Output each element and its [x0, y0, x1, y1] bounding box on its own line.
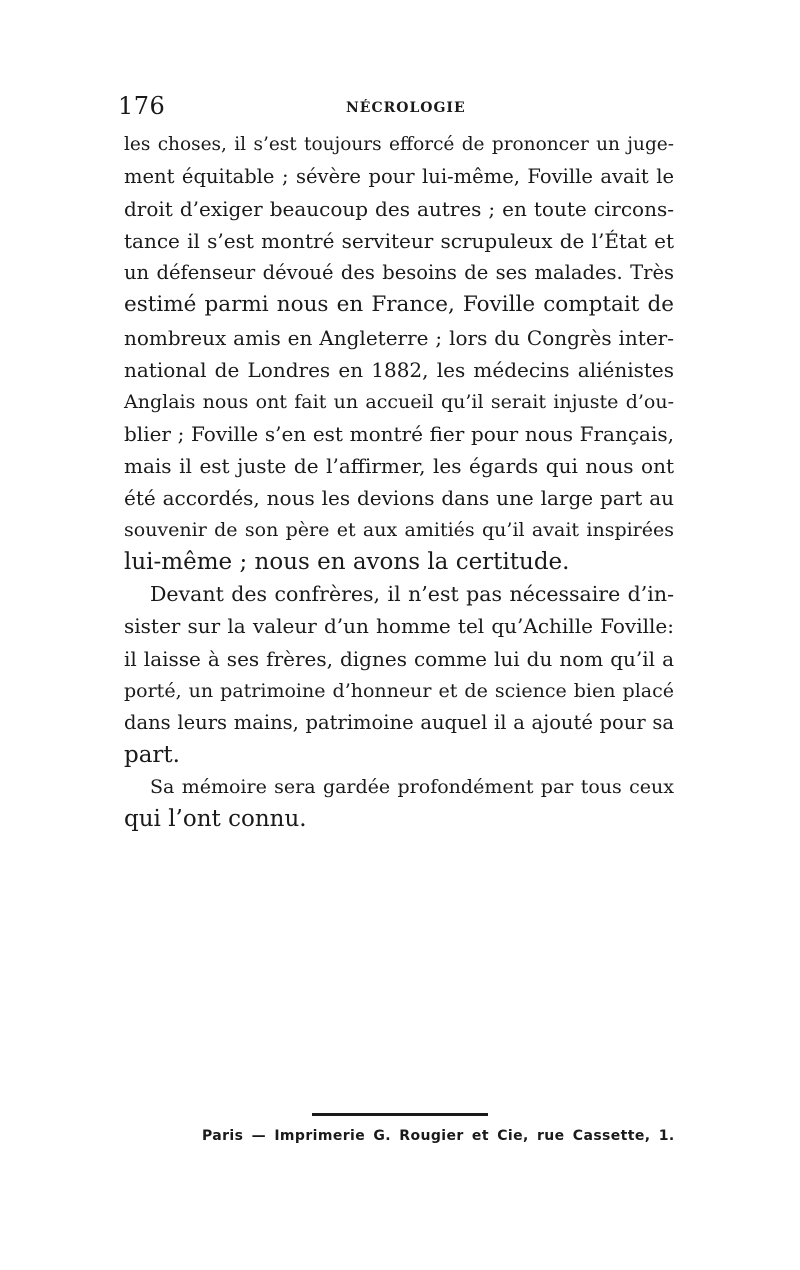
text-line: Anglais nous ont fait un accueil qu’il serait injuste d’ou- [124, 390, 674, 413]
text-line: blier ; Foville s’en est montré fier pour nous Français, [124, 421, 674, 446]
text-line: national de Londres en 1882, les médecins aliénistes [124, 357, 674, 382]
text-line: ment équitable ; sévère pour lui-même, Foville avait le [124, 165, 674, 189]
text-line: mais il est juste de l’affirmer, les égards qui nous ont [124, 453, 674, 478]
footer-rule [312, 1113, 488, 1116]
printer-imprint: Paris — Imprimerie G. Rougier et Cie, rue Cassette, 1. [202, 1128, 675, 1144]
text-line: il laisse à ses frères, dignes comme lui du nom qu’il a [124, 646, 674, 671]
paragraph-start-line: Devant des confrères, il n’est pas nécessaire d’in- [150, 582, 674, 607]
page-number: 176 [118, 92, 166, 120]
text-line: les choses, il s’est toujours efforcé de prononcer un juge- [124, 134, 674, 155]
text-line: tance il s’est montré serviteur scrupuleux de l’État et [124, 229, 674, 254]
text-line: qui l’ont connu. [124, 805, 307, 832]
paragraph-start-line: Sa mémoire sera gardée profondément par tous ceux [150, 775, 674, 798]
body-text [124, 129, 674, 835]
text-line: dans leurs mains, patrimoine auquel il a ajouté pour sa [124, 710, 674, 734]
text-line: droit d’exiger beaucoup des autres ; en toute circons- [124, 197, 674, 222]
text-line: été accordés, nous les devions dans une large part au [124, 486, 674, 511]
text-line: lui-même ; nous en avons la certitude. [124, 549, 570, 576]
text-line: estimé parmi nous en France, Foville comptait de [124, 292, 674, 318]
text-line: porté, un patrimoine d’honneur et de science bien placé [124, 679, 674, 702]
text-line: part. [124, 741, 180, 768]
text-line: nombreux amis en Angleterre ; lors du Congrès inter- [124, 325, 674, 350]
text-line: un défenseur dévoué des besoins de ses malades. Très [124, 261, 674, 285]
running-title: NÉCROLOGIE [346, 100, 466, 116]
text-line: sister sur la valeur d’un homme tel qu’Achille Foville: [124, 614, 674, 639]
text-line: souvenir de son père et aux amitiés qu’il avait inspirées [124, 519, 674, 542]
